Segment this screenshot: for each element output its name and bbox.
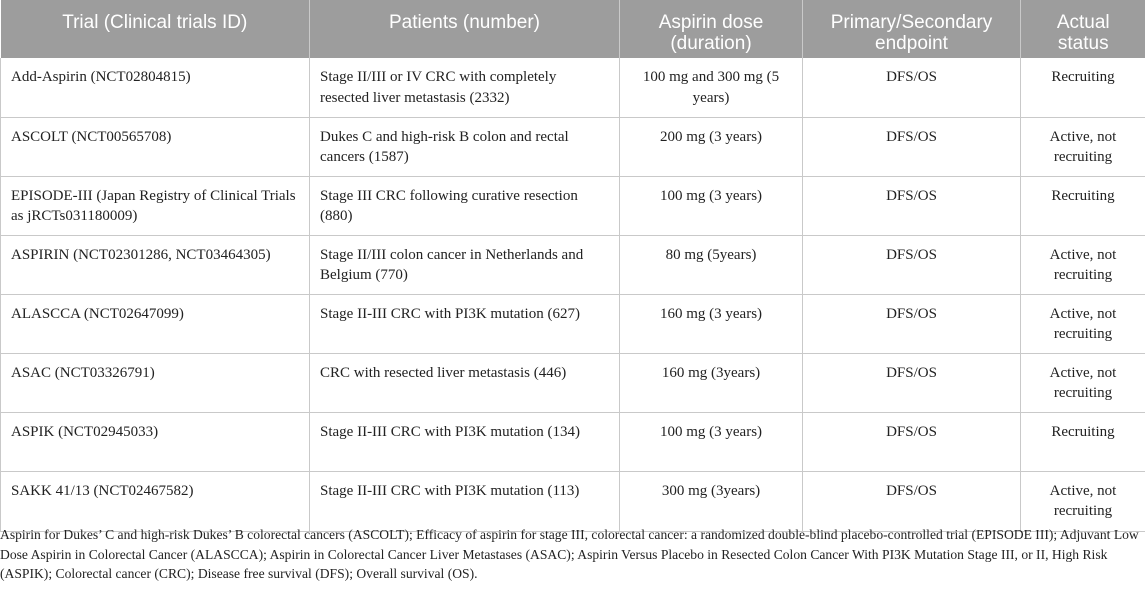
cell-endpoint: DFS/OS (803, 353, 1021, 412)
cell-status: Active, not recruiting (1021, 235, 1145, 294)
cell-trial: ASAC (NCT03326791) (1, 353, 310, 412)
cell-dose: 100 mg (3 years) (620, 176, 803, 235)
cell-patients: Stage II-III CRC with PI3K mutation (134) (310, 412, 620, 471)
cell-patients: Stage II-III CRC with PI3K mutation (627) (310, 294, 620, 353)
cell-endpoint: DFS/OS (803, 176, 1021, 235)
cell-endpoint: DFS/OS (803, 235, 1021, 294)
cell-patients: Stage II/III or IV CRC with completely resected liver metastasis (2332) (310, 58, 620, 117)
header-status: Actual status (1021, 0, 1145, 58)
cell-trial: Add-Aspirin (NCT02804815) (1, 58, 310, 117)
cell-endpoint: DFS/OS (803, 471, 1021, 531)
cell-trial: ASCOLT (NCT00565708) (1, 117, 310, 176)
table-row (1, 412, 1145, 471)
table-footnote: Aspirin for Dukes’ C and high-risk Dukes’ B colorectal cancers (ASCOLT); Efficacy of aspirin for stage III, colorectal cancer: a randomized double-blind placebo-controlled trial (EPISODE III); Adjuvant Low Dose Aspirin in Colorectal Cancer (ALASCCA); Aspirin in Colorectal Cancer Liver Metastases (ASAC); Aspirin Versus Placebo in Resected Colon Cancer With PI3K Mutation Stage III, or II, High Risk (ASPIK); Colorectal cancer (CRC); Disease free survival (DFS); Overall survival (OS). (0, 527, 1139, 581)
cell-dose: 100 mg (3 years) (620, 412, 803, 471)
cell-dose: 160 mg (3years) (620, 353, 803, 412)
header-endpoint: Primary/Secondary endpoint (803, 0, 1021, 58)
cell-dose: 100 mg and 300 mg (5 years) (620, 58, 803, 117)
cell-trial: SAKK 41/13 (NCT02467582) (1, 471, 310, 531)
cell-trial: EPISODE-III (Japan Registry of Clinical Trials as jRCTs031180009) (1, 176, 310, 235)
header-dose: Aspirin dose (duration) (620, 0, 803, 58)
cell-trial: ASPIRIN (NCT02301286, NCT03464305) (1, 235, 310, 294)
table-row (1, 294, 1145, 353)
cell-status: Active, not recruiting (1021, 294, 1145, 353)
table-row (1, 176, 1145, 235)
cell-dose: 80 mg (5years) (620, 235, 803, 294)
table-row (1, 235, 1145, 294)
table-row (1, 58, 1145, 117)
cell-dose: 200 mg (3 years) (620, 117, 803, 176)
cell-status: Active, not recruiting (1021, 471, 1145, 531)
cell-status: Active, not recruiting (1021, 353, 1145, 412)
table-row (1, 471, 1145, 531)
cell-dose: 300 mg (3years) (620, 471, 803, 531)
cell-trial: ASPIK (NCT02945033) (1, 412, 310, 471)
table-row (1, 117, 1145, 176)
cell-patients: Stage II-III CRC with PI3K mutation (113) (310, 471, 620, 531)
cell-patients: Stage II/III colon cancer in Netherlands and Belgium (770) (310, 235, 620, 294)
cell-dose: 160 mg (3 years) (620, 294, 803, 353)
cell-status: Recruiting (1021, 58, 1145, 117)
cell-trial: ALASCCA (NCT02647099) (1, 294, 310, 353)
cell-endpoint: DFS/OS (803, 58, 1021, 117)
cell-status: Recruiting (1021, 412, 1145, 471)
cell-patients: CRC with resected liver metastasis (446) (310, 353, 620, 412)
cell-endpoint: DFS/OS (803, 412, 1021, 471)
header-patients: Patients (number) (310, 0, 620, 58)
table-header-row (1, 0, 1145, 58)
cell-endpoint: DFS/OS (803, 117, 1021, 176)
cell-patients: Dukes C and high-risk B colon and rectal cancers (1587) (310, 117, 620, 176)
cell-status: Recruiting (1021, 176, 1145, 235)
cell-patients: Stage III CRC following curative resection (880) (310, 176, 620, 235)
cell-status: Active, not recruiting (1021, 117, 1145, 176)
table-row (1, 353, 1145, 412)
header-trial: Trial (Clinical trials ID) (1, 0, 310, 58)
cell-endpoint: DFS/OS (803, 294, 1021, 353)
